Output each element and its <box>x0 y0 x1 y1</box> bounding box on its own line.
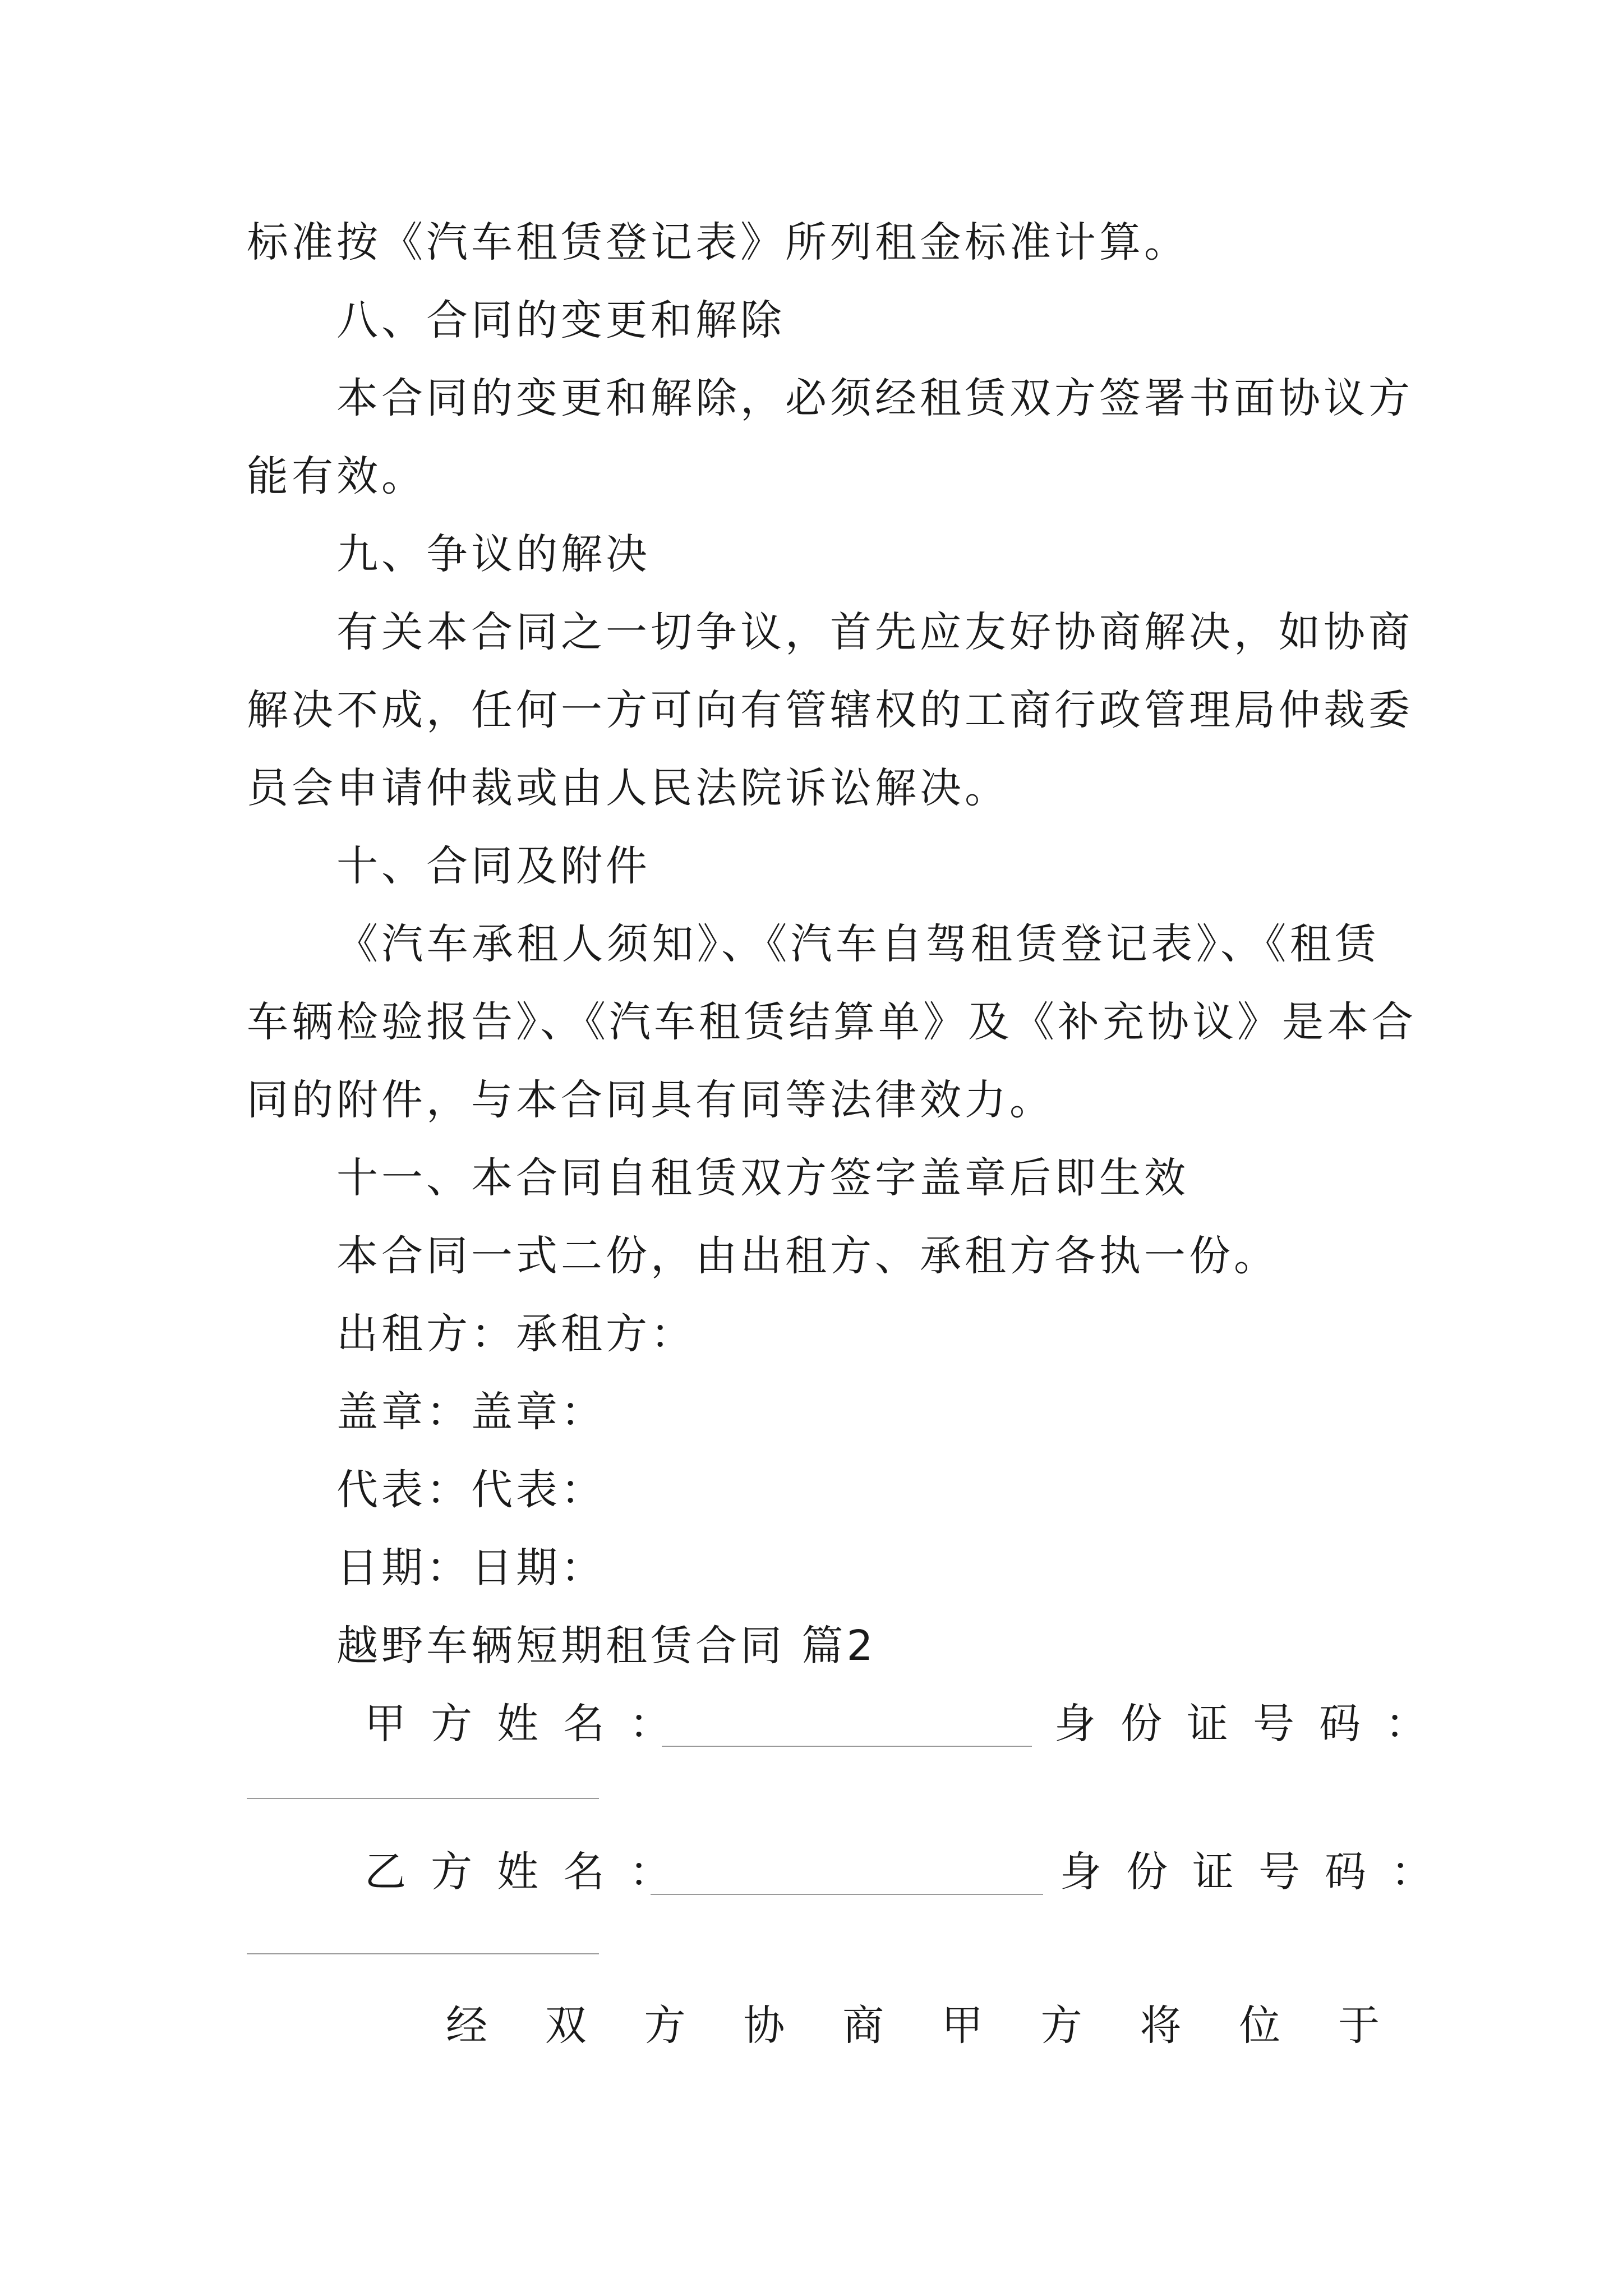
paragraph-line: 标准按《汽车租赁登记表》所列租金标准计算。 <box>247 218 1189 266</box>
signature-line: 日期：日期： <box>336 1544 606 1592</box>
paragraph-line: 车辆检验报告》、《汽车租赁结算单》及《补充协议》是本合 <box>247 998 1417 1046</box>
party-a-id-blank <box>247 1798 599 1799</box>
paragraph-line: 能有效。 <box>247 452 426 500</box>
paragraph-line: 本合同一式二份，由出租方、承租方各执一份。 <box>336 1232 1279 1280</box>
party-a-name-blank <box>662 1746 1032 1747</box>
party-b-id-label: 身份证号码： <box>1060 1848 1457 1896</box>
section-heading: 九、争议的解决 <box>336 530 651 578</box>
party-a-id-label: 身份证号码： <box>1054 1700 1451 1748</box>
paragraph-line: 员会申请仲裁或由人民法院诉讼解决。 <box>247 764 1009 812</box>
section-heading: 十一、本合同自租赁双方签字盖章后即生效 <box>336 1154 1189 1202</box>
signature-line: 盖章：盖章： <box>336 1388 606 1436</box>
section-heading: 八、合同的变更和解除 <box>336 296 785 344</box>
paragraph-line: 本合同的变更和解除，必须经租赁双方签署书面协议方 <box>336 374 1413 422</box>
party-a-name-label: 甲方姓名： <box>365 1700 695 1748</box>
paragraph-line: 同的附件，与本合同具有同等法律效力。 <box>247 1076 1054 1124</box>
party-b-id-blank <box>247 1953 599 1954</box>
paragraph-line: 解决不成，任何一方可向有管辖权的工商行政管理局仲裁委 <box>247 686 1413 734</box>
party-b-name-blank <box>651 1894 1043 1895</box>
signature-line: 代表：代表： <box>336 1466 606 1514</box>
paragraph-line: 有关本合同之一切争议，首先应友好协商解决，如协商 <box>336 608 1413 656</box>
signature-line: 出租方：承租方： <box>336 1310 695 1358</box>
paragraph-line: 经双方协商甲方将位于 <box>446 2001 1380 2050</box>
subtitle: 越野车辆短期租赁合同 篇2 <box>336 1622 877 1670</box>
section-heading: 十、合同及附件 <box>336 842 651 890</box>
paragraph-line: 《汽车承租人须知》、《汽车自驾租赁登记表》、《租赁 <box>336 920 1380 968</box>
party-b-name-label: 乙方姓名： <box>365 1848 695 1896</box>
